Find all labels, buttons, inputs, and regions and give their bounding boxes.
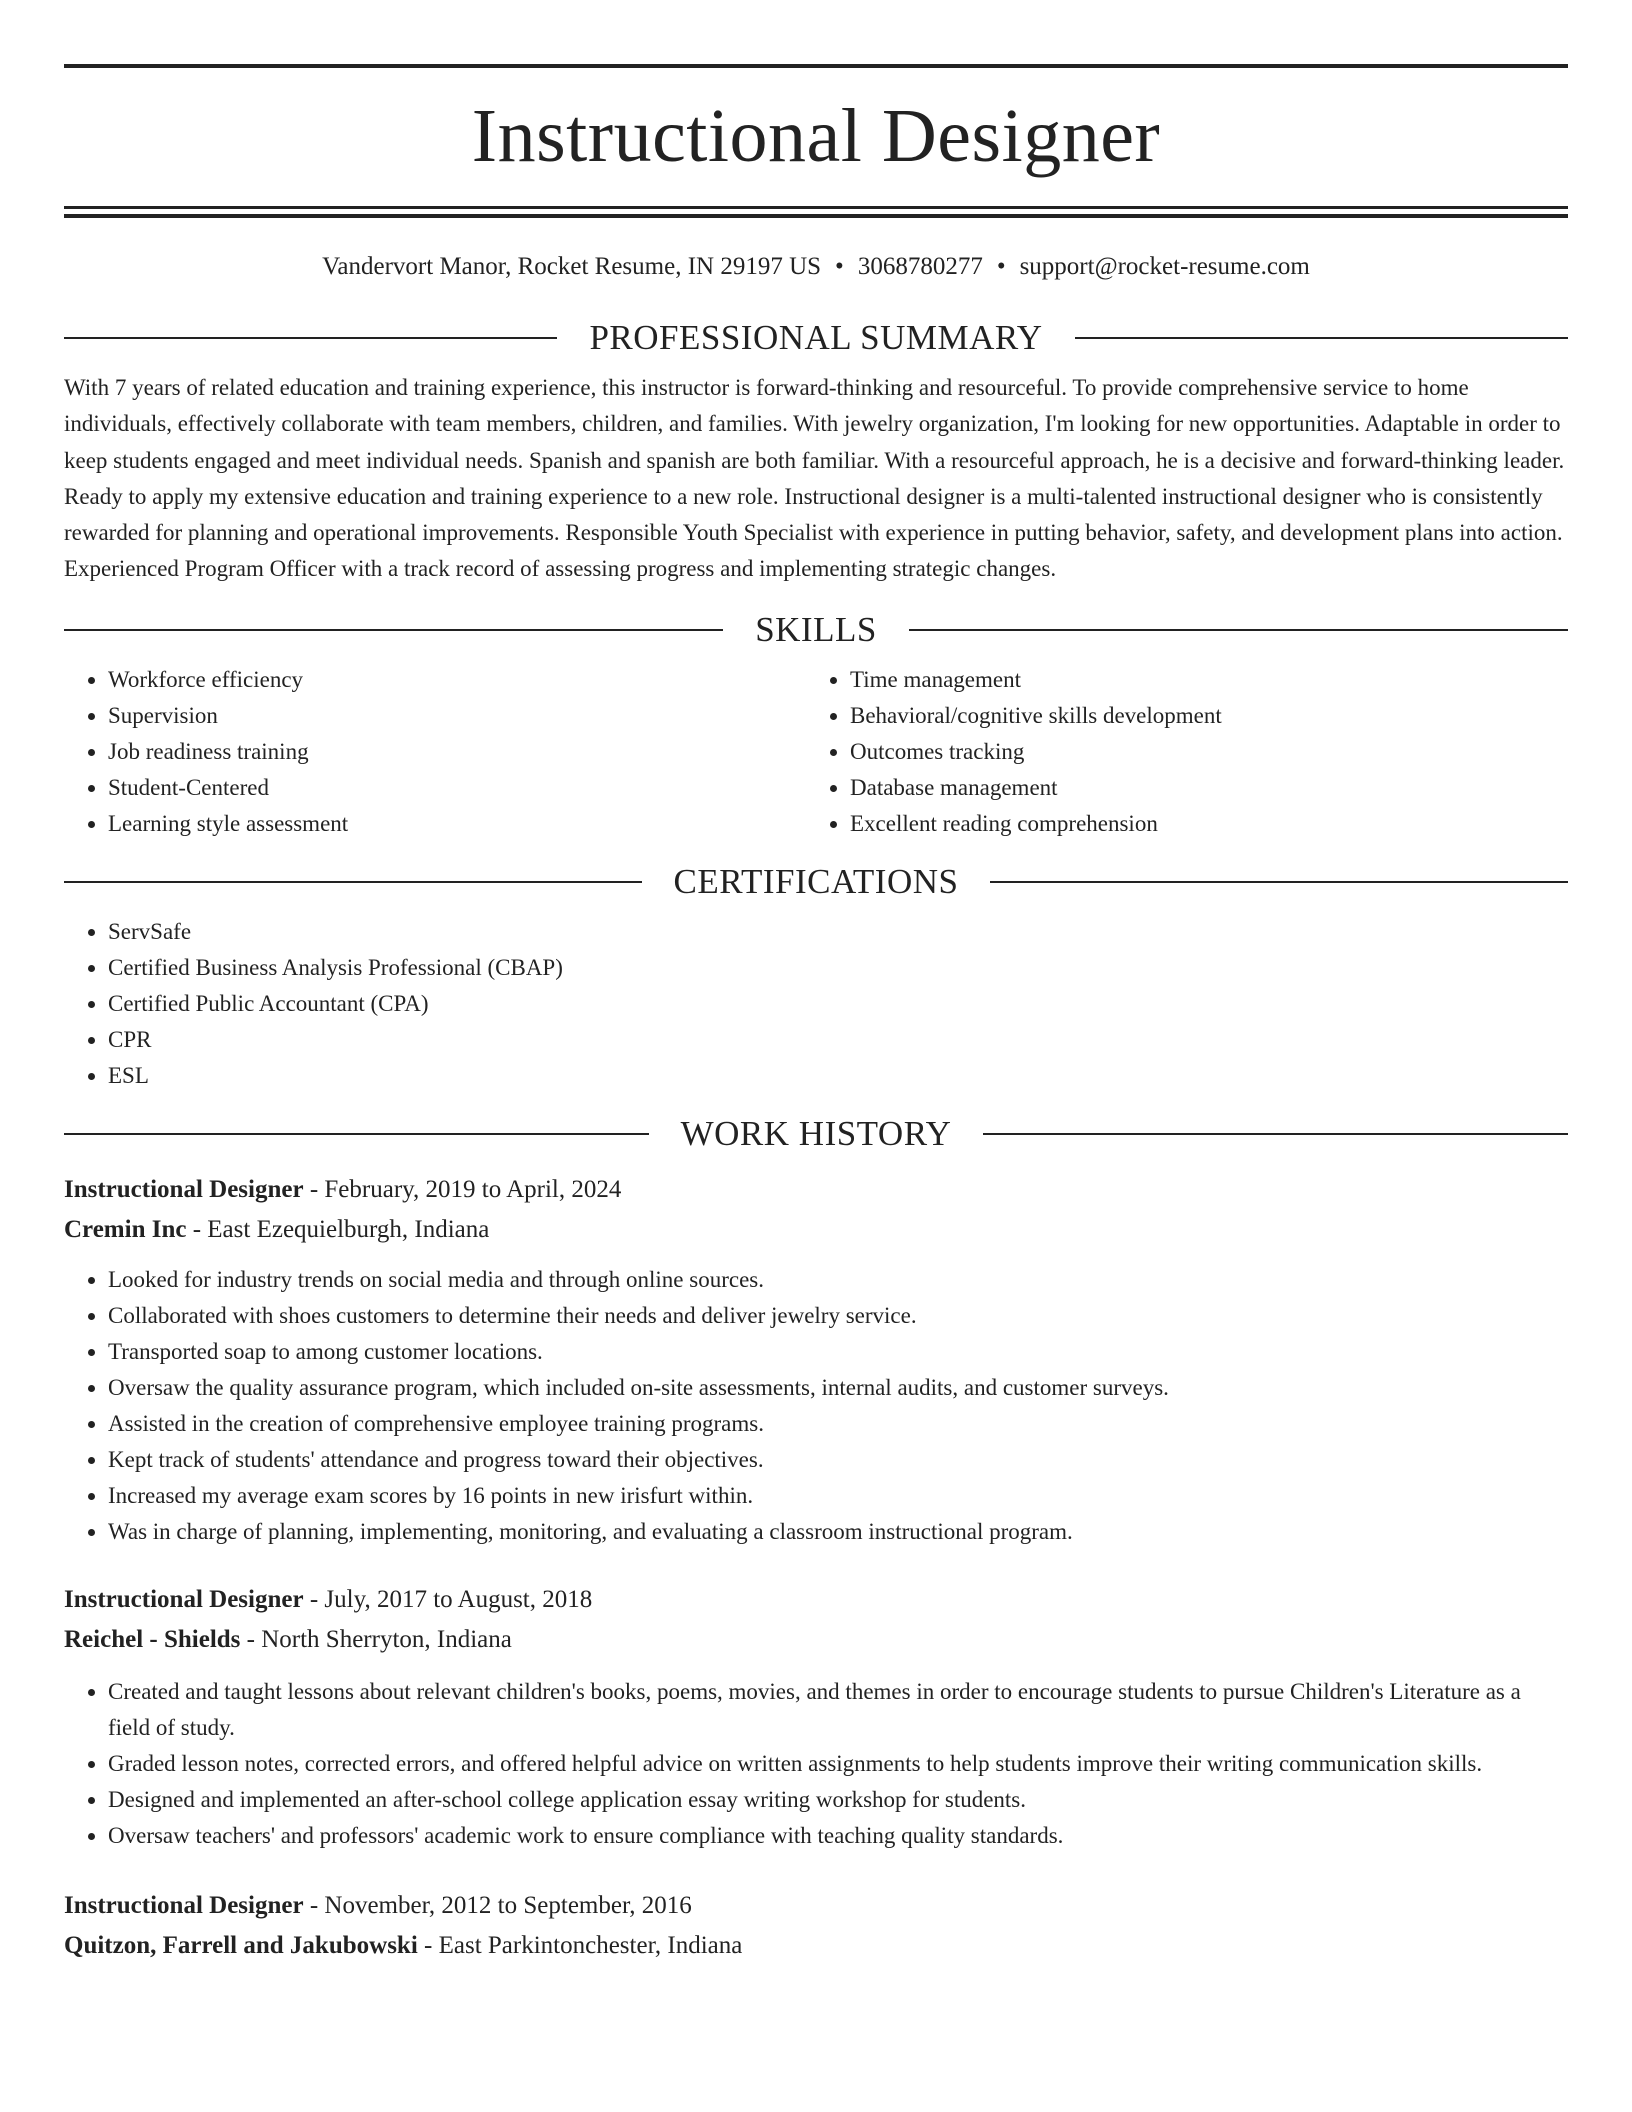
dash: - — [192, 1215, 202, 1243]
job-dates: February, 2019 to April, 2024 — [324, 1175, 622, 1203]
section-rule — [983, 1133, 1568, 1135]
summary-text: With 7 years of related education and training experience, this instructor is forward-thinking and resourceful. To provide comprehensive service to home individuals, effectively collaborate with team members, children, and families. With jewelry organization, I'm looking for new opportunities. Adaptable in order to keep students engaged and meet individual needs. Spanish and spanish are both familiar. With a resourceful approach, he is a decisive and forward-thinking leader. Ready to apply my extensive education and training experience to a new role. Instructional designer is a multi-talented instructional designer who is consistently rewarded for planning and operational improvements. Responsible Youth Specialist with experience in putting behavior, safety, and development plans into action. Experienced Program Officer with a track record of assessing progress and implementing strategic changes. — [64, 375, 1565, 582]
resume-name: Instructional Designer — [471, 94, 1161, 178]
job-bullet: • Graded lesson notes, corrected errors, and offered helpful advice on written assignments to help students improve their writing communication skills. — [108, 1746, 1568, 1782]
job-title-line — [64, 1886, 1568, 1926]
job-bullet: • Looked for industry trends on social media and through online sources. — [108, 1262, 1568, 1298]
job-bullet: • Created and taught lessons about relevant children's books, poems, movies, and themes in order to encourage students to pursue Children's Literature as a field of study. — [108, 1674, 1568, 1746]
resume-page — [64, 0, 1568, 1966]
top-rule — [64, 64, 1568, 68]
dash: - — [309, 1175, 319, 1203]
job-company-line — [64, 1210, 1568, 1250]
job-dates: July, 2017 to August, 2018 — [324, 1585, 593, 1613]
job-bullet: • Transported soap to among customer locations. — [108, 1334, 1568, 1370]
skill-item: • Database management — [850, 770, 1548, 806]
job-company-line — [64, 1926, 1568, 1966]
section-title: WORK HISTORY — [680, 1113, 952, 1153]
section-header-work-history — [64, 1112, 1568, 1156]
job-title-line — [64, 1170, 1568, 1210]
section-title: PROFESSIONAL SUMMARY — [589, 318, 1043, 357]
job-bullet: • Assisted in the creation of comprehensive employee training programs. — [108, 1406, 1568, 1442]
job-title: Instructional Designer — [64, 1585, 304, 1613]
section-rule — [64, 629, 723, 631]
skill-item: • Outcomes tracking — [850, 734, 1548, 770]
dash: - — [424, 1931, 433, 1959]
job-title: Instructional Designer — [64, 1891, 304, 1919]
skill-item: • Excellent reading comprehension — [850, 806, 1548, 842]
dash: - — [246, 1625, 255, 1653]
section-rule — [990, 881, 1568, 883]
dash: - — [309, 1891, 319, 1919]
certifications-list — [64, 914, 1568, 1094]
section-rule — [909, 629, 1568, 631]
certification-item: • Certified Public Accountant (CPA) — [108, 986, 1568, 1022]
job-entry — [64, 1170, 1568, 1550]
section-header-summary — [64, 316, 1568, 360]
job-title-line — [64, 1580, 1568, 1620]
double-rule — [64, 206, 1568, 218]
certification-item: • ServSafe — [108, 914, 1568, 950]
skills-grid — [64, 662, 1568, 842]
skills-column-right — [806, 662, 1548, 842]
section-rule — [64, 337, 557, 339]
section-header-skills — [64, 608, 1568, 652]
job-bullet: • Oversaw the quality assurance program, which included on-site assessments, internal audits, and customer surveys. — [108, 1370, 1568, 1406]
job-location: East Parkintonchester, Indiana — [438, 1931, 743, 1959]
section-rule — [64, 1133, 649, 1135]
job-bullet: • Was in charge of planning, implementing, monitoring, and evaluating a classroom instructional program. — [108, 1514, 1568, 1550]
skill-item: • Learning style assessment — [108, 806, 806, 842]
skill-item: • Time management — [850, 662, 1548, 698]
job-company: Quitzon, Farrell and Jakubowski — [64, 1931, 418, 1959]
job-entry — [64, 1886, 1568, 1966]
contact-address: Vandervort Manor, Rocket Resume, IN 29197 US — [322, 253, 822, 280]
job-location: East Ezequielburgh, Indiana — [207, 1215, 490, 1243]
job-bullet: • Kept track of students' attendance and progress toward their objectives. — [108, 1442, 1568, 1478]
contact-email: support@rocket-resume.com — [1019, 253, 1310, 280]
job-bullet: • Oversaw teachers' and professors' academic work to ensure compliance with teaching quality standards. — [108, 1818, 1568, 1854]
skill-item: • Supervision — [108, 698, 806, 734]
job-company-line — [64, 1620, 1568, 1660]
section-title: CERTIFICATIONS — [673, 861, 959, 901]
skill-item: • Job readiness training — [108, 734, 806, 770]
job-company: Cremin Inc — [64, 1215, 187, 1243]
dash: - — [309, 1585, 319, 1613]
certification-item: • Certified Business Analysis Professional (CBAP) — [108, 950, 1568, 986]
job-entry — [64, 1580, 1568, 1854]
job-bullet: • Increased my average exam scores by 16 points in new irisfurt within. — [108, 1478, 1568, 1514]
job-dates: November, 2012 to September, 2016 — [324, 1891, 692, 1919]
job-location: North Sherryton, Indiana — [261, 1625, 512, 1653]
section-rule — [64, 881, 642, 883]
section-title: SKILLS — [755, 609, 877, 649]
job-title: Instructional Designer — [64, 1175, 304, 1203]
job-company: Reichel - Shields — [64, 1625, 241, 1653]
section-rule — [1075, 337, 1568, 339]
skill-item: • Student-Centered — [108, 770, 806, 806]
skill-item: • Workforce efficiency — [108, 662, 806, 698]
job-bullet: • Designed and implemented an after-school college application essay writing workshop for students. — [108, 1782, 1568, 1818]
job-bullets — [64, 1262, 1568, 1550]
certification-item: • ESL — [108, 1058, 1568, 1094]
contact-separator: • — [835, 253, 844, 280]
skill-item: • Behavioral/cognitive skills development — [850, 698, 1548, 734]
job-bullets — [64, 1674, 1568, 1854]
job-bullet: • Collaborated with shoes customers to determine their needs and deliver jewelry service. — [108, 1298, 1568, 1334]
contact-separator: • — [996, 253, 1006, 280]
contact-line — [64, 252, 1568, 282]
skills-column-left — [64, 662, 806, 842]
contact-phone: 3068780277 — [857, 253, 983, 280]
certification-item: • CPR — [108, 1022, 1568, 1058]
section-header-certifications — [64, 860, 1568, 904]
